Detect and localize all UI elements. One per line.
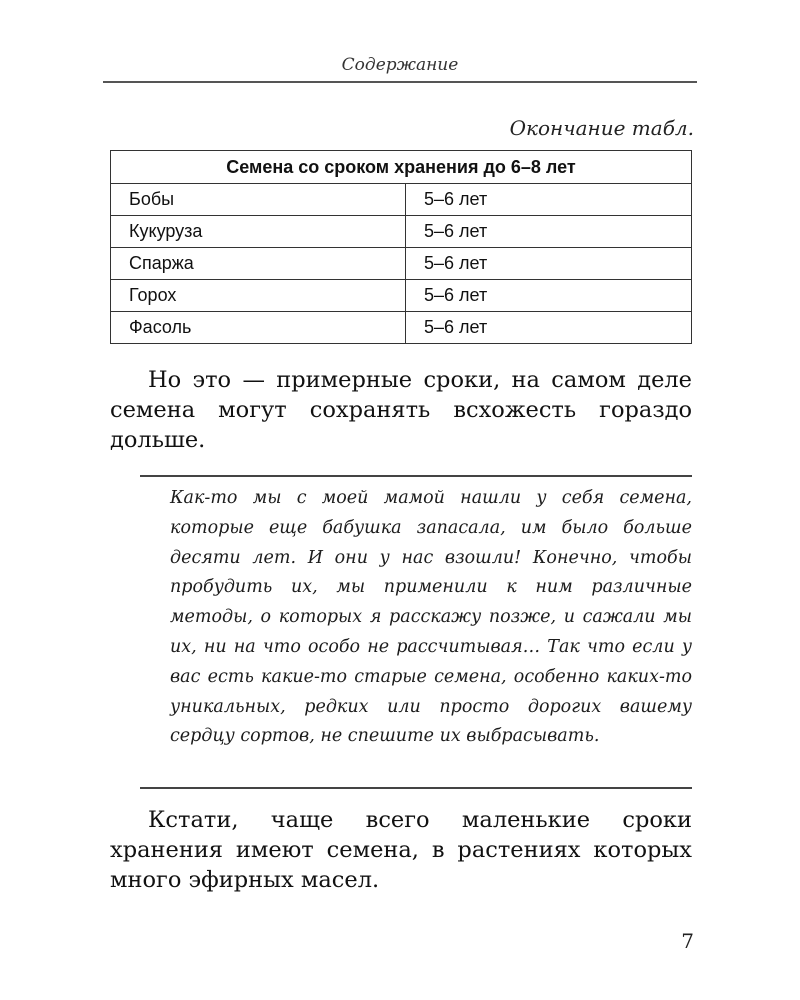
seed-storage-table — [110, 150, 692, 344]
table-caption: Окончание табл. — [509, 116, 694, 140]
table-row — [111, 248, 692, 280]
quote-bottom-rule — [140, 787, 692, 789]
table-row — [111, 216, 692, 248]
quote-top-rule — [140, 475, 692, 477]
seed-name-cell: Горох — [111, 280, 406, 312]
seed-name-cell: Спаржа — [111, 248, 406, 280]
table-header-row — [111, 151, 692, 184]
storage-term-cell: 5–6 лет — [406, 184, 692, 216]
seed-name-cell: Фасоль — [111, 312, 406, 344]
table-row — [111, 280, 692, 312]
table-row — [111, 312, 692, 344]
body-paragraph: Но это — примерные сроки, на самом деле семена могут сохранять всхожесть гораздо дольше. — [110, 367, 692, 453]
header-divider — [103, 81, 697, 83]
seed-name-cell: Бобы — [111, 184, 406, 216]
storage-term-cell: 5–6 лет — [406, 216, 692, 248]
storage-term-cell: 5–6 лет — [406, 248, 692, 280]
table-row — [111, 184, 692, 216]
seed-name-cell: Кукуруза — [111, 216, 406, 248]
body-paragraph: Кстати, чаще всего маленькие сроки хранения имеют семена, в растениях которых много эфирных масел. — [110, 807, 692, 893]
storage-term-cell: 5–6 лет — [406, 280, 692, 312]
running-title: Содержание — [341, 55, 459, 75]
table-heading: Семена со сроком хранения до 6–8 лет — [111, 151, 692, 184]
page-number: 7 — [681, 929, 694, 953]
quote-block: Как-то мы с моей мамой нашли у себя семена, которые еще бабушка запасала, им было больше десяти лет. И они у нас взошли! Конечно, чтобы пробудить их, мы применили к ним различные методы, о которых я расскажу позже, и сажали мы их, ни на что особо не рассчитывая… Так что если у вас есть какие-то старые семена, особенно каких-то уникальных, редких или просто дорогих вашему сердцу сортов, не спешите их выбрасывать. — [170, 488, 692, 747]
storage-term-cell: 5–6 лет — [406, 312, 692, 344]
